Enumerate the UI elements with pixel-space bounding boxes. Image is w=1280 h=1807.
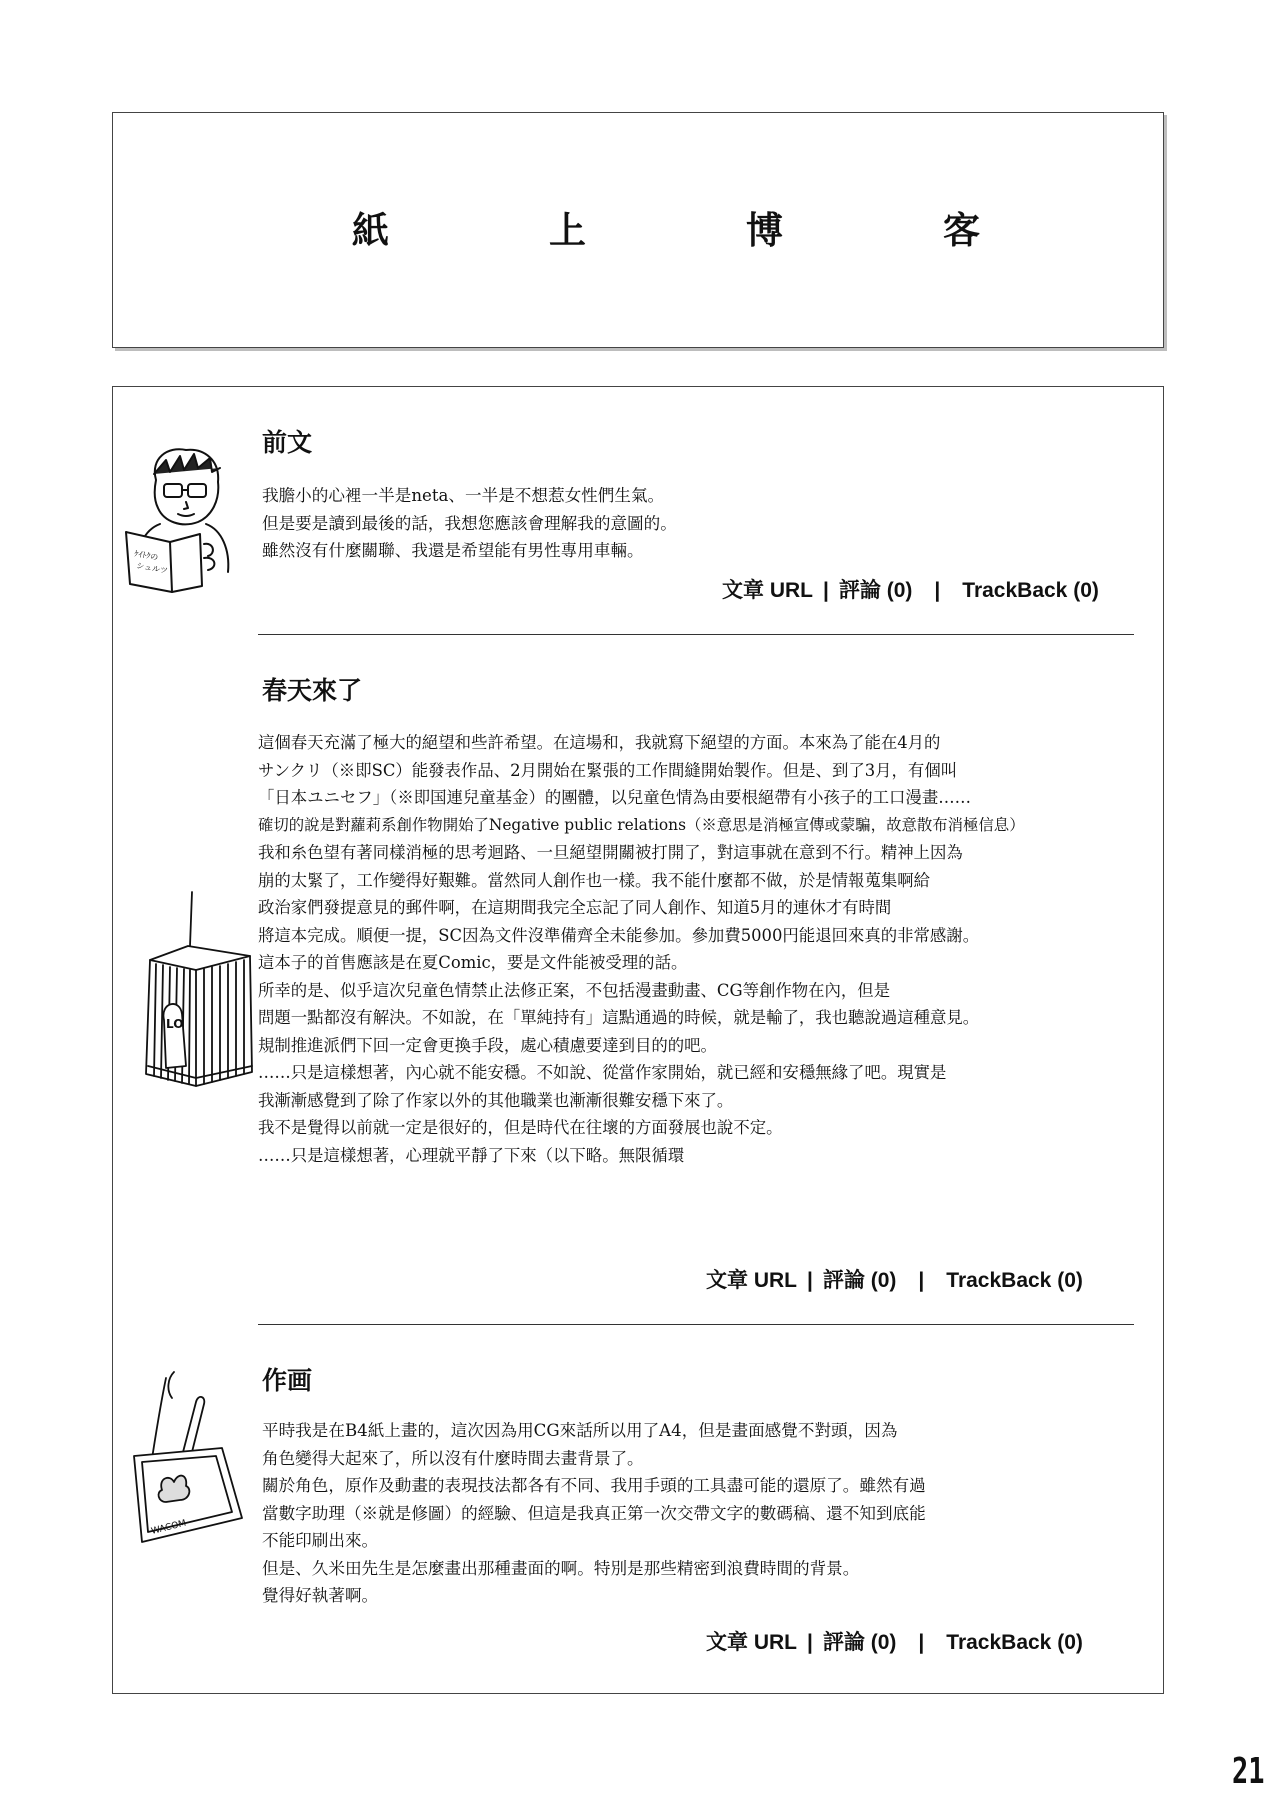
- cage-label: LO: [166, 1017, 184, 1031]
- post-divider: [258, 1324, 1134, 1325]
- post-line: 我不是覺得以前就一定是很好的，但是時代在往壞的方面發展也說不定。: [258, 1118, 783, 1137]
- post-line: 這本子的首售應該是在夏Comic，要是文件能被受理的話。: [258, 953, 688, 972]
- separator: |: [918, 1269, 925, 1292]
- post-footer: [706, 1626, 1083, 1656]
- tablet-label: WACOM: [150, 1518, 188, 1537]
- permalink-link[interactable]: 文章 URL: [706, 1269, 797, 1292]
- post-line: 但是、久米田先生是怎麼畫出那種畫面的啊。特別是那些精密到浪費時間的背景。: [262, 1558, 860, 1578]
- page-title: [0, 209, 1280, 252]
- trackback-link[interactable]: TrackBack (0): [946, 1631, 1083, 1654]
- trackback-link[interactable]: TrackBack (0): [962, 579, 1099, 602]
- title-char: 博: [746, 209, 783, 252]
- svg-text:シュルツ: シュルツ: [135, 561, 169, 576]
- comments-link[interactable]: 評論 (0): [838, 579, 913, 602]
- post-line: 規制推進派們下回一定會更換手段，處心積慮要達到目的的吧。: [258, 1035, 717, 1055]
- post-line: 「日本ユニセフ」（※即国連兒童基金）的團體，以兒童色情為由要根絕帶有小孩子的工口漫畫……: [258, 788, 971, 807]
- post-line: 關於角色，原作及動畫的表現技法都各有不同、我用手頭的工具盡可能的還原了。雖然有過: [262, 1476, 926, 1495]
- post-line: 問題一點都沒有解決。不如說，在「單純持有」這點通過的時候，就是輸了，我也聽說過這種意見。: [258, 1008, 980, 1027]
- post-line: ……只是這樣想著，內心就不能安穩。不如說、從當作家開始，就已經和安穩無緣了吧。現實是: [258, 1063, 947, 1082]
- trackback-link[interactable]: TrackBack (0): [946, 1269, 1083, 1292]
- post-body: [262, 482, 677, 565]
- post-line: 崩的太緊了，工作變得好艱難。當然同人創作也一樣。我不能什麼都不做，於是情報蒐集啊給: [258, 870, 931, 890]
- post-line: 所幸的是、似乎這次兒童色情禁止法修正案，不包括漫畫動畫、CG等創作物在內，但是: [258, 980, 891, 1000]
- post-line: ……只是這樣想著，心理就平靜了下來（以下略。無限循環: [258, 1145, 685, 1165]
- post-line: 將這本完成。順便一提，SC因為文件沒準備齊全未能參加。參加費5000円能退回來真的非常感謝。: [258, 925, 980, 945]
- post-line: 角色變得大起來了，所以沒有什麼時間去畫背景了。: [262, 1448, 644, 1468]
- permalink-link[interactable]: 文章 URL: [722, 579, 813, 602]
- pen-tablet-illustration: [126, 1366, 256, 1556]
- post-line: 覺得好執著啊。: [262, 1586, 379, 1605]
- post-body: [258, 729, 1025, 1169]
- separator: |: [934, 579, 941, 602]
- post-footer: [722, 574, 1099, 604]
- post-footer: [706, 1264, 1083, 1294]
- post-divider: [258, 634, 1134, 635]
- post-title: 春天來了: [262, 676, 363, 705]
- post-line: 政治家們發提意見的郵件啊，在這期間我完全忘記了同人創作、知道5月的連休才有時間: [258, 898, 892, 917]
- title-char: 上: [549, 209, 586, 252]
- comments-link[interactable]: 評論 (0): [822, 1269, 897, 1292]
- comments-link[interactable]: 評論 (0): [822, 1631, 897, 1654]
- post-title: 作画: [262, 1366, 313, 1395]
- post-line: 我和糸色望有著同樣消極的思考迴路、一旦絕望開關被打開了，對這事就在意到不行。精神上因為: [258, 843, 963, 862]
- post-line: 平時我是在B4紙上畫的，這次因為用CG來話所以用了A4，但是畫面感覺不對頭，因為: [262, 1421, 898, 1440]
- post-body: [262, 1417, 926, 1610]
- post-title: 前文: [262, 428, 313, 457]
- page-number: 21: [1232, 1751, 1265, 1792]
- post-line: 但是要是讀到最後的話，我想您應該會理解我的意圖的。: [262, 513, 677, 533]
- separator: |: [918, 1631, 925, 1654]
- svg-text:ｹｲﾄｸの: ｹｲﾄｸの: [133, 549, 159, 563]
- separator: |: [807, 1631, 813, 1654]
- post-line: 我漸漸感覺到了除了作家以外的其他職業也漸漸很難安穩下來了。: [258, 1090, 734, 1110]
- post-line: 確切的說是對蘿莉系創作物開始了Negative public relations（※意思是消極宣傳或蒙騙，故意散布消極信息）: [258, 815, 1025, 834]
- title-char: 紙: [352, 209, 389, 252]
- reading-man-illustration: [120, 438, 250, 598]
- post-line: 當數字助理（※就是修圖）的經驗、但這是我真正第一次交帶文字的數碼稿、還不知到底能: [262, 1503, 926, 1523]
- separator: |: [807, 1269, 813, 1292]
- permalink-link[interactable]: 文章 URL: [706, 1631, 797, 1654]
- title-char: 客: [943, 209, 980, 252]
- separator: |: [823, 579, 829, 602]
- post-line: サンクリ（※即SC）能發表作品、2月開始在緊張的工作間縫開始製作。但是、到了3月，有個叫: [258, 760, 958, 780]
- post-line: 不能印刷出來。: [262, 1531, 379, 1550]
- post-line: 這個春天充滿了極大的絕望和些許希望。在這場和，我就寫下絕望的方面。本來為了能在4月的: [258, 733, 941, 752]
- birdcage-illustration: [130, 890, 270, 1090]
- post-line: 我膽小的心裡一半是neta、一半是不想惹女性們生氣。: [262, 486, 665, 505]
- post-line: 雖然沒有什麼關聯、我還是希望能有男性專用車輛。: [262, 541, 644, 560]
